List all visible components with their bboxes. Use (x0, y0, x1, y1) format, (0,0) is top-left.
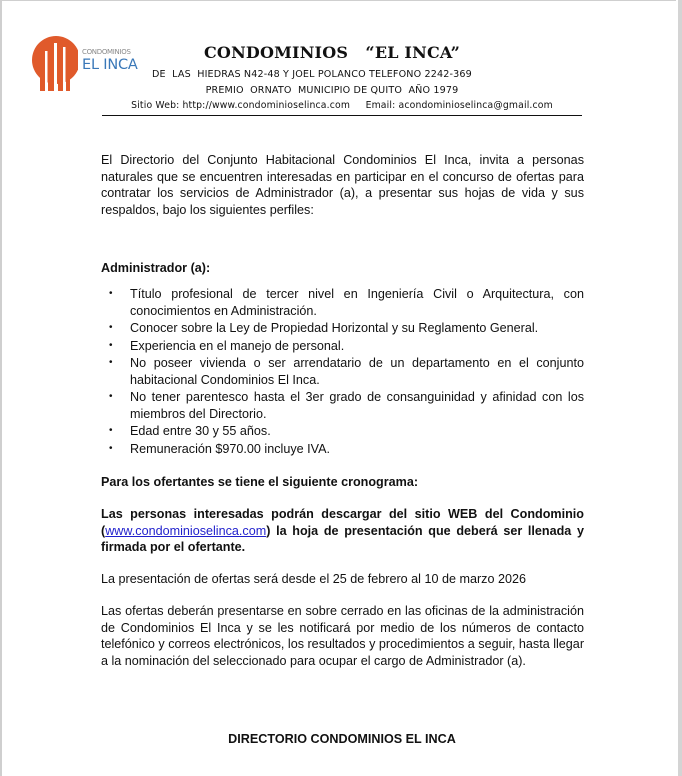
bullet-icon: • (109, 391, 113, 402)
bullet-icon: • (109, 425, 113, 436)
list-item-text: No tener parentesco hasta el 3er grado de consanguinidad y afinidad con los miembros del Directorio. (130, 390, 584, 421)
letterhead-address: DE LAS HIEDRAS N42-48 Y JOEL POLANCO TELEFONO 2242-369 (152, 69, 472, 80)
list-item (101, 355, 584, 388)
intro-paragraph: El Directorio del Conjunto Habitacional Condominios El Inca, invita a personas naturales que se encuentren interesadas en participar en el concurso de ofertas para contratar los servicios de Administrador (a), a presentar sus hojas de vida y sus respaldos, bajo los siguientes perfiles: (101, 153, 584, 217)
letterhead-contact (92, 100, 592, 111)
signature: DIRECTORIO CONDOMINIOS EL INCA (228, 732, 456, 746)
download-text-after: ) la hoja de presentación que deberá ser llenada y firmada por el ofertante. (101, 523, 584, 554)
list-item (101, 389, 584, 422)
list-item (101, 338, 584, 355)
logo-big-text: EL INCA (82, 57, 138, 73)
website-label: Sitio Web: http://www.condominioselinca.com (131, 100, 351, 111)
dates-paragraph: La presentación de ofertas será desde el 25 de febrero al 10 de marzo 2026 (101, 572, 526, 586)
letterhead-award: PREMIO ORNATO MUNICIPIO DE QUITO AÑO 1979 (205, 85, 459, 96)
page-edge (678, 0, 682, 776)
list-item-text: No poseer vivienda o ser arrendatario de un departamento en el conjunto habitacional Condominios El Inca. (130, 356, 584, 387)
download-text-before: Las personas interesadas podrán descargar del sitio WEB del Condominio ( (101, 507, 584, 538)
list-item (101, 441, 584, 458)
bullet-icon: • (109, 357, 113, 368)
email-label: Email: acondominioselinca@gmail.com (365, 100, 553, 111)
bullet-icon: • (109, 288, 113, 299)
bullet-icon: • (109, 442, 113, 454)
logo (32, 31, 142, 93)
list-item (101, 286, 584, 319)
section-title: Administrador (a): (101, 261, 211, 275)
list-item-text: Experiencia en el manejo de personal. (130, 338, 345, 353)
download-paragraph (101, 506, 584, 556)
website-link[interactable]: www.condominioselinca.com (105, 523, 267, 538)
requirements-list (101, 286, 584, 458)
letterhead-title: CONDOMINIOS “EL INCA” (204, 43, 460, 62)
list-item (101, 423, 584, 440)
schedule-title: Para los ofertantes se tiene el siguiente cronograma: (101, 475, 419, 489)
list-item-text: Conocer sobre la Ley de Propiedad Horizontal y su Reglamento General. (130, 321, 539, 335)
bullet-icon: • (109, 339, 113, 351)
letterhead-divider (102, 115, 582, 116)
bullet-icon: • (109, 322, 113, 333)
list-item (101, 320, 584, 337)
submission-paragraph: Las ofertas deberán presentarse en sobre cerrado en las oficinas de la administración de Condominios El Inca y se les notificará por medio de los números de contacto telefónico y correos electrónicos, los resultados y procedimientos a seguir, hasta llegar a la nominación del seleccionado para ocupar el cargo de Administrador (a). (101, 604, 585, 668)
logo-small-text: CONDOMINIOS (82, 48, 131, 56)
building-circle-logo-icon (32, 35, 78, 91)
list-item-text: Título profesional de tercer nivel en Ingeniería Civil o Arquitectura, con conocimientos en Administración. (130, 287, 584, 318)
list-item-text: Edad entre 30 y 55 años. (130, 424, 271, 438)
list-item-text: Remuneración $970.00 incluye IVA. (130, 441, 330, 456)
